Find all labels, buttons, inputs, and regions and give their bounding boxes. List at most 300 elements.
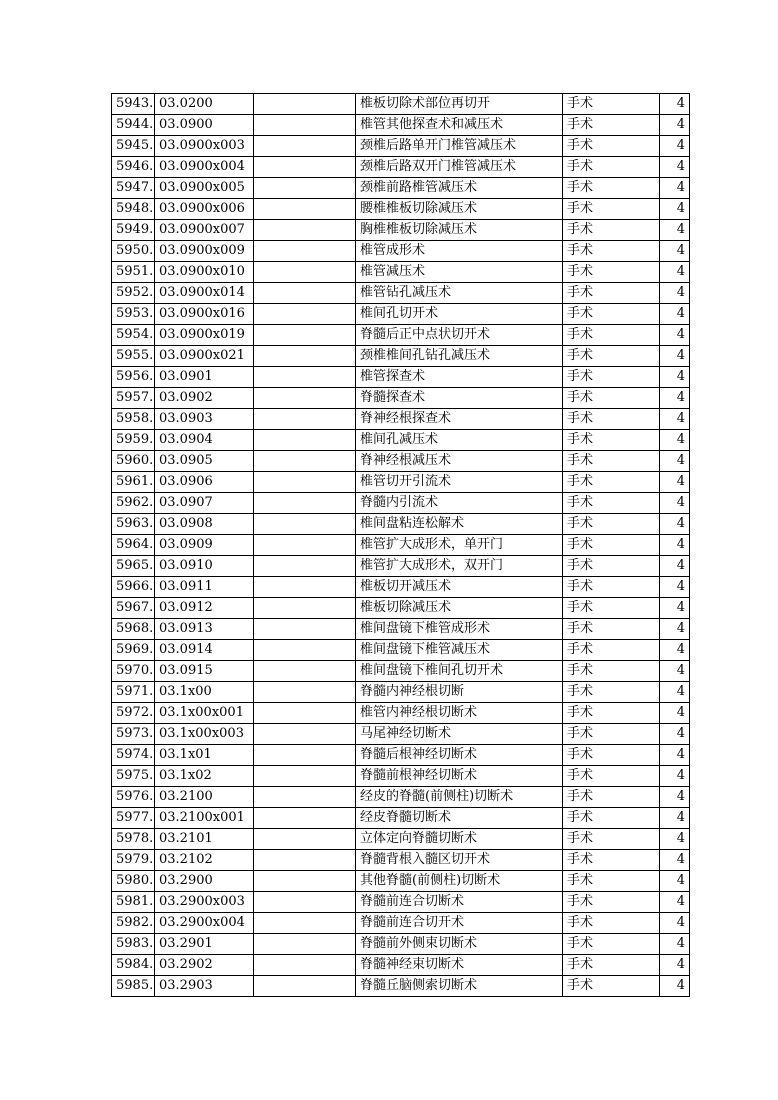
procedure-code: 03.1x01: [155, 745, 254, 766]
table-row: [112, 619, 690, 640]
procedure-name: 椎板切除减压术: [356, 598, 563, 619]
category: 手术: [563, 157, 660, 178]
row-index: 5955.: [112, 346, 155, 367]
procedure-code: 03.0905: [155, 451, 254, 472]
category: 手术: [563, 745, 660, 766]
procedure-name: 椎管成形术: [356, 241, 563, 262]
table-body: [112, 94, 690, 997]
category: 手术: [563, 892, 660, 913]
level: 4: [660, 283, 690, 304]
procedure-code: 03.1x00: [155, 682, 254, 703]
table-row: [112, 829, 690, 850]
level: 4: [660, 157, 690, 178]
row-index: 5951.: [112, 262, 155, 283]
table-row: [112, 976, 690, 997]
procedure-name: 椎管探查术: [356, 367, 563, 388]
table-row: [112, 367, 690, 388]
row-index: 5950.: [112, 241, 155, 262]
procedure-code: 03.0914: [155, 640, 254, 661]
category: 手术: [563, 682, 660, 703]
row-index: 5977.: [112, 808, 155, 829]
category: 手术: [563, 472, 660, 493]
category: 手术: [563, 976, 660, 997]
row-index: 5980.: [112, 871, 155, 892]
blank-cell: [254, 451, 356, 472]
blank-cell: [254, 262, 356, 283]
table-row: [112, 955, 690, 976]
row-index: 5947.: [112, 178, 155, 199]
category: 手术: [563, 661, 660, 682]
blank-cell: [254, 115, 356, 136]
table-row: [112, 850, 690, 871]
procedure-code: 03.0900x014: [155, 283, 254, 304]
blank-cell: [254, 367, 356, 388]
category: 手术: [563, 577, 660, 598]
category: 手术: [563, 325, 660, 346]
table-row: [112, 157, 690, 178]
category: 手术: [563, 640, 660, 661]
category: 手术: [563, 871, 660, 892]
procedure-code: 03.0200: [155, 94, 254, 115]
procedure-name: 脊髓内引流术: [356, 493, 563, 514]
level: 4: [660, 808, 690, 829]
procedure-code: 03.0903: [155, 409, 254, 430]
blank-cell: [254, 850, 356, 871]
table-row: [112, 934, 690, 955]
category: 手术: [563, 703, 660, 724]
category: 手术: [563, 409, 660, 430]
procedure-code: 03.0910: [155, 556, 254, 577]
procedure-code: 03.2902: [155, 955, 254, 976]
category: 手术: [563, 598, 660, 619]
row-index: 5963.: [112, 514, 155, 535]
level: 4: [660, 94, 690, 115]
category: 手术: [563, 94, 660, 115]
procedure-code: 03.0900x019: [155, 325, 254, 346]
procedure-name: 立体定向脊髓切断术: [356, 829, 563, 850]
category: 手术: [563, 493, 660, 514]
procedure-code: 03.0900x009: [155, 241, 254, 262]
table-row: [112, 94, 690, 115]
procedure-name: 胸椎椎板切除减压术: [356, 220, 563, 241]
level: 4: [660, 598, 690, 619]
procedure-name: 脊髓前根神经切断术: [356, 766, 563, 787]
procedure-code: 03.0915: [155, 661, 254, 682]
procedure-name: 脊髓前外侧束切断术: [356, 934, 563, 955]
row-index: 5975.: [112, 766, 155, 787]
procedure-name: 椎间孔减压术: [356, 430, 563, 451]
procedure-code: 03.0900x010: [155, 262, 254, 283]
procedure-code: 03.2900x004: [155, 913, 254, 934]
blank-cell: [254, 346, 356, 367]
category: 手术: [563, 955, 660, 976]
level: 4: [660, 325, 690, 346]
table-row: [112, 745, 690, 766]
procedure-code: 03.0900x005: [155, 178, 254, 199]
blank-cell: [254, 94, 356, 115]
row-index: 5970.: [112, 661, 155, 682]
category: 手术: [563, 178, 660, 199]
blank-cell: [254, 388, 356, 409]
blank-cell: [254, 766, 356, 787]
row-index: 5953.: [112, 304, 155, 325]
category: 手术: [563, 787, 660, 808]
procedure-code: 03.0900x004: [155, 157, 254, 178]
procedure-name: 椎管扩大成形术，单开门: [356, 535, 563, 556]
procedure-name: 椎管扩大成形术，双开门: [356, 556, 563, 577]
category: 手术: [563, 367, 660, 388]
row-index: 5967.: [112, 598, 155, 619]
procedure-code: 03.2101: [155, 829, 254, 850]
blank-cell: [254, 472, 356, 493]
procedure-name: 脊髓丘脑侧索切断术: [356, 976, 563, 997]
level: 4: [660, 178, 690, 199]
level: 4: [660, 367, 690, 388]
blank-cell: [254, 220, 356, 241]
blank-cell: [254, 829, 356, 850]
procedure-code: 03.0901: [155, 367, 254, 388]
row-index: 5981.: [112, 892, 155, 913]
level: 4: [660, 388, 690, 409]
blank-cell: [254, 598, 356, 619]
level: 4: [660, 850, 690, 871]
blank-cell: [254, 241, 356, 262]
blank-cell: [254, 976, 356, 997]
procedure-code: 03.1x00x001: [155, 703, 254, 724]
procedure-name: 椎间盘镜下椎间孔切开术: [356, 661, 563, 682]
blank-cell: [254, 535, 356, 556]
table-row: [112, 514, 690, 535]
procedure-code: 03.2900: [155, 871, 254, 892]
table-row: [112, 283, 690, 304]
procedure-code: 03.2903: [155, 976, 254, 997]
blank-cell: [254, 304, 356, 325]
row-index: 5958.: [112, 409, 155, 430]
table-row: [112, 388, 690, 409]
level: 4: [660, 955, 690, 976]
blank-cell: [254, 892, 356, 913]
table-row: [112, 115, 690, 136]
level: 4: [660, 703, 690, 724]
procedure-name: 椎间盘镜下椎管减压术: [356, 640, 563, 661]
table-row: [112, 808, 690, 829]
blank-cell: [254, 745, 356, 766]
table-row: [112, 493, 690, 514]
level: 4: [660, 409, 690, 430]
table-row: [112, 577, 690, 598]
row-index: 5979.: [112, 850, 155, 871]
category: 手术: [563, 808, 660, 829]
category: 手术: [563, 199, 660, 220]
level: 4: [660, 493, 690, 514]
level: 4: [660, 766, 690, 787]
level: 4: [660, 241, 690, 262]
table-row: [112, 304, 690, 325]
table-row: [112, 262, 690, 283]
procedure-name: 马尾神经切断术: [356, 724, 563, 745]
row-index: 5962.: [112, 493, 155, 514]
level: 4: [660, 661, 690, 682]
level: 4: [660, 199, 690, 220]
blank-cell: [254, 682, 356, 703]
level: 4: [660, 472, 690, 493]
table-row: [112, 556, 690, 577]
table-row: [112, 220, 690, 241]
row-index: 5943.: [112, 94, 155, 115]
level: 4: [660, 220, 690, 241]
category: 手术: [563, 283, 660, 304]
procedure-code: 03.0902: [155, 388, 254, 409]
blank-cell: [254, 724, 356, 745]
procedure-name: 椎管内神经根切断术: [356, 703, 563, 724]
blank-cell: [254, 136, 356, 157]
procedure-code: 03.0908: [155, 514, 254, 535]
row-index: 5960.: [112, 451, 155, 472]
procedure-name: 脊髓后正中点状切开术: [356, 325, 563, 346]
procedure-name: 椎板切开减压术: [356, 577, 563, 598]
procedure-name: 椎管减压术: [356, 262, 563, 283]
level: 4: [660, 304, 690, 325]
table-row: [112, 724, 690, 745]
procedure-code: 03.0911: [155, 577, 254, 598]
row-index: 5978.: [112, 829, 155, 850]
table-row: [112, 451, 690, 472]
row-index: 5952.: [112, 283, 155, 304]
procedure-name: 椎间孔切开术: [356, 304, 563, 325]
level: 4: [660, 682, 690, 703]
row-index: 5982.: [112, 913, 155, 934]
row-index: 5948.: [112, 199, 155, 220]
row-index: 5984.: [112, 955, 155, 976]
blank-cell: [254, 934, 356, 955]
row-index: 5983.: [112, 934, 155, 955]
level: 4: [660, 346, 690, 367]
table-row: [112, 703, 690, 724]
procedure-name: 腰椎椎板切除减压术: [356, 199, 563, 220]
table-row: [112, 325, 690, 346]
blank-cell: [254, 514, 356, 535]
category: 手术: [563, 304, 660, 325]
procedure-code: 03.2100: [155, 787, 254, 808]
blank-cell: [254, 808, 356, 829]
level: 4: [660, 136, 690, 157]
blank-cell: [254, 787, 356, 808]
category: 手术: [563, 934, 660, 955]
category: 手术: [563, 514, 660, 535]
category: 手术: [563, 556, 660, 577]
level: 4: [660, 871, 690, 892]
blank-cell: [254, 430, 356, 451]
procedure-code: 03.0904: [155, 430, 254, 451]
category: 手术: [563, 913, 660, 934]
level: 4: [660, 934, 690, 955]
procedure-name: 脊神经根探查术: [356, 409, 563, 430]
blank-cell: [254, 493, 356, 514]
procedure-name: 经皮脊髓切断术: [356, 808, 563, 829]
category: 手术: [563, 262, 660, 283]
procedure-code-table: [111, 93, 690, 997]
level: 4: [660, 451, 690, 472]
procedure-name: 椎板切除术部位再切开: [356, 94, 563, 115]
row-index: 5945.: [112, 136, 155, 157]
table-row: [112, 472, 690, 493]
procedure-name: 脊髓神经束切断术: [356, 955, 563, 976]
procedure-code: 03.0900x007: [155, 220, 254, 241]
procedure-name: 椎间盘镜下椎管成形术: [356, 619, 563, 640]
procedure-name: 脊神经根减压术: [356, 451, 563, 472]
row-index: 5973.: [112, 724, 155, 745]
table-row: [112, 430, 690, 451]
category: 手术: [563, 388, 660, 409]
level: 4: [660, 892, 690, 913]
blank-cell: [254, 577, 356, 598]
row-index: 5968.: [112, 619, 155, 640]
blank-cell: [254, 619, 356, 640]
row-index: 5949.: [112, 220, 155, 241]
level: 4: [660, 430, 690, 451]
level: 4: [660, 976, 690, 997]
blank-cell: [254, 913, 356, 934]
procedure-code: 03.0909: [155, 535, 254, 556]
category: 手术: [563, 535, 660, 556]
row-index: 5959.: [112, 430, 155, 451]
row-index: 5974.: [112, 745, 155, 766]
table-row: [112, 913, 690, 934]
blank-cell: [254, 157, 356, 178]
blank-cell: [254, 325, 356, 346]
level: 4: [660, 787, 690, 808]
table-row: [112, 346, 690, 367]
category: 手术: [563, 766, 660, 787]
blank-cell: [254, 871, 356, 892]
level: 4: [660, 829, 690, 850]
level: 4: [660, 913, 690, 934]
procedure-code: 03.2102: [155, 850, 254, 871]
blank-cell: [254, 955, 356, 976]
table-row: [112, 787, 690, 808]
procedure-code: 03.2100x001: [155, 808, 254, 829]
procedure-name: 经皮的脊髓(前侧柱)切断术: [356, 787, 563, 808]
category: 手术: [563, 136, 660, 157]
procedure-code: 03.0900x016: [155, 304, 254, 325]
blank-cell: [254, 703, 356, 724]
procedure-name: 其他脊髓(前侧柱)切断术: [356, 871, 563, 892]
table-row: [112, 640, 690, 661]
table-row: [112, 871, 690, 892]
procedure-code: 03.0900x003: [155, 136, 254, 157]
blank-cell: [254, 556, 356, 577]
procedure-code: 03.2901: [155, 934, 254, 955]
row-index: 5966.: [112, 577, 155, 598]
blank-cell: [254, 640, 356, 661]
row-index: 5972.: [112, 703, 155, 724]
table-row: [112, 409, 690, 430]
procedure-name: 脊髓内神经根切断: [356, 682, 563, 703]
procedure-name: 颈椎前路椎管减压术: [356, 178, 563, 199]
procedure-name: 脊髓背根入髓区切开术: [356, 850, 563, 871]
table-row: [112, 598, 690, 619]
row-index: 5971.: [112, 682, 155, 703]
table-row: [112, 241, 690, 262]
level: 4: [660, 745, 690, 766]
table-row: [112, 199, 690, 220]
procedure-code: 03.0907: [155, 493, 254, 514]
procedure-name: 脊髓前连合切开术: [356, 913, 563, 934]
procedure-code: 03.2900x003: [155, 892, 254, 913]
procedure-code: 03.0906: [155, 472, 254, 493]
level: 4: [660, 535, 690, 556]
row-index: 5961.: [112, 472, 155, 493]
category: 手术: [563, 241, 660, 262]
row-index: 5946.: [112, 157, 155, 178]
procedure-code: 03.1x00x003: [155, 724, 254, 745]
row-index: 5956.: [112, 367, 155, 388]
blank-cell: [254, 199, 356, 220]
blank-cell: [254, 178, 356, 199]
procedure-name: 颈椎后路单开门椎管减压术: [356, 136, 563, 157]
row-index: 5969.: [112, 640, 155, 661]
category: 手术: [563, 115, 660, 136]
table-row: [112, 892, 690, 913]
level: 4: [660, 556, 690, 577]
level: 4: [660, 577, 690, 598]
level: 4: [660, 724, 690, 745]
level: 4: [660, 619, 690, 640]
row-index: 5976.: [112, 787, 155, 808]
table-row: [112, 535, 690, 556]
procedure-code: 03.0913: [155, 619, 254, 640]
table-row: [112, 682, 690, 703]
procedure-code: 03.0900x006: [155, 199, 254, 220]
category: 手术: [563, 829, 660, 850]
procedure-code: 03.0900x021: [155, 346, 254, 367]
procedure-code: 03.0900: [155, 115, 254, 136]
row-index: 5944.: [112, 115, 155, 136]
procedure-name: 椎管切开引流术: [356, 472, 563, 493]
procedure-code: 03.1x02: [155, 766, 254, 787]
table-row: [112, 178, 690, 199]
level: 4: [660, 262, 690, 283]
level: 4: [660, 640, 690, 661]
procedure-name: 脊髓探查术: [356, 388, 563, 409]
category: 手术: [563, 724, 660, 745]
category: 手术: [563, 430, 660, 451]
procedure-name: 脊髓前连合切断术: [356, 892, 563, 913]
category: 手术: [563, 451, 660, 472]
procedure-name: 椎间盘粘连松解术: [356, 514, 563, 535]
row-index: 5985.: [112, 976, 155, 997]
blank-cell: [254, 283, 356, 304]
row-index: 5957.: [112, 388, 155, 409]
blank-cell: [254, 409, 356, 430]
table-row: [112, 661, 690, 682]
category: 手术: [563, 346, 660, 367]
procedure-name: 脊髓后根神经切断术: [356, 745, 563, 766]
row-index: 5965.: [112, 556, 155, 577]
category: 手术: [563, 619, 660, 640]
category: 手术: [563, 850, 660, 871]
table-row: [112, 766, 690, 787]
level: 4: [660, 115, 690, 136]
procedure-code: 03.0912: [155, 598, 254, 619]
row-index: 5954.: [112, 325, 155, 346]
row-index: 5964.: [112, 535, 155, 556]
procedure-name: 颈椎椎间孔钻孔减压术: [356, 346, 563, 367]
procedure-name: 椎管其他探查术和减压术: [356, 115, 563, 136]
table-row: [112, 136, 690, 157]
category: 手术: [563, 220, 660, 241]
blank-cell: [254, 661, 356, 682]
